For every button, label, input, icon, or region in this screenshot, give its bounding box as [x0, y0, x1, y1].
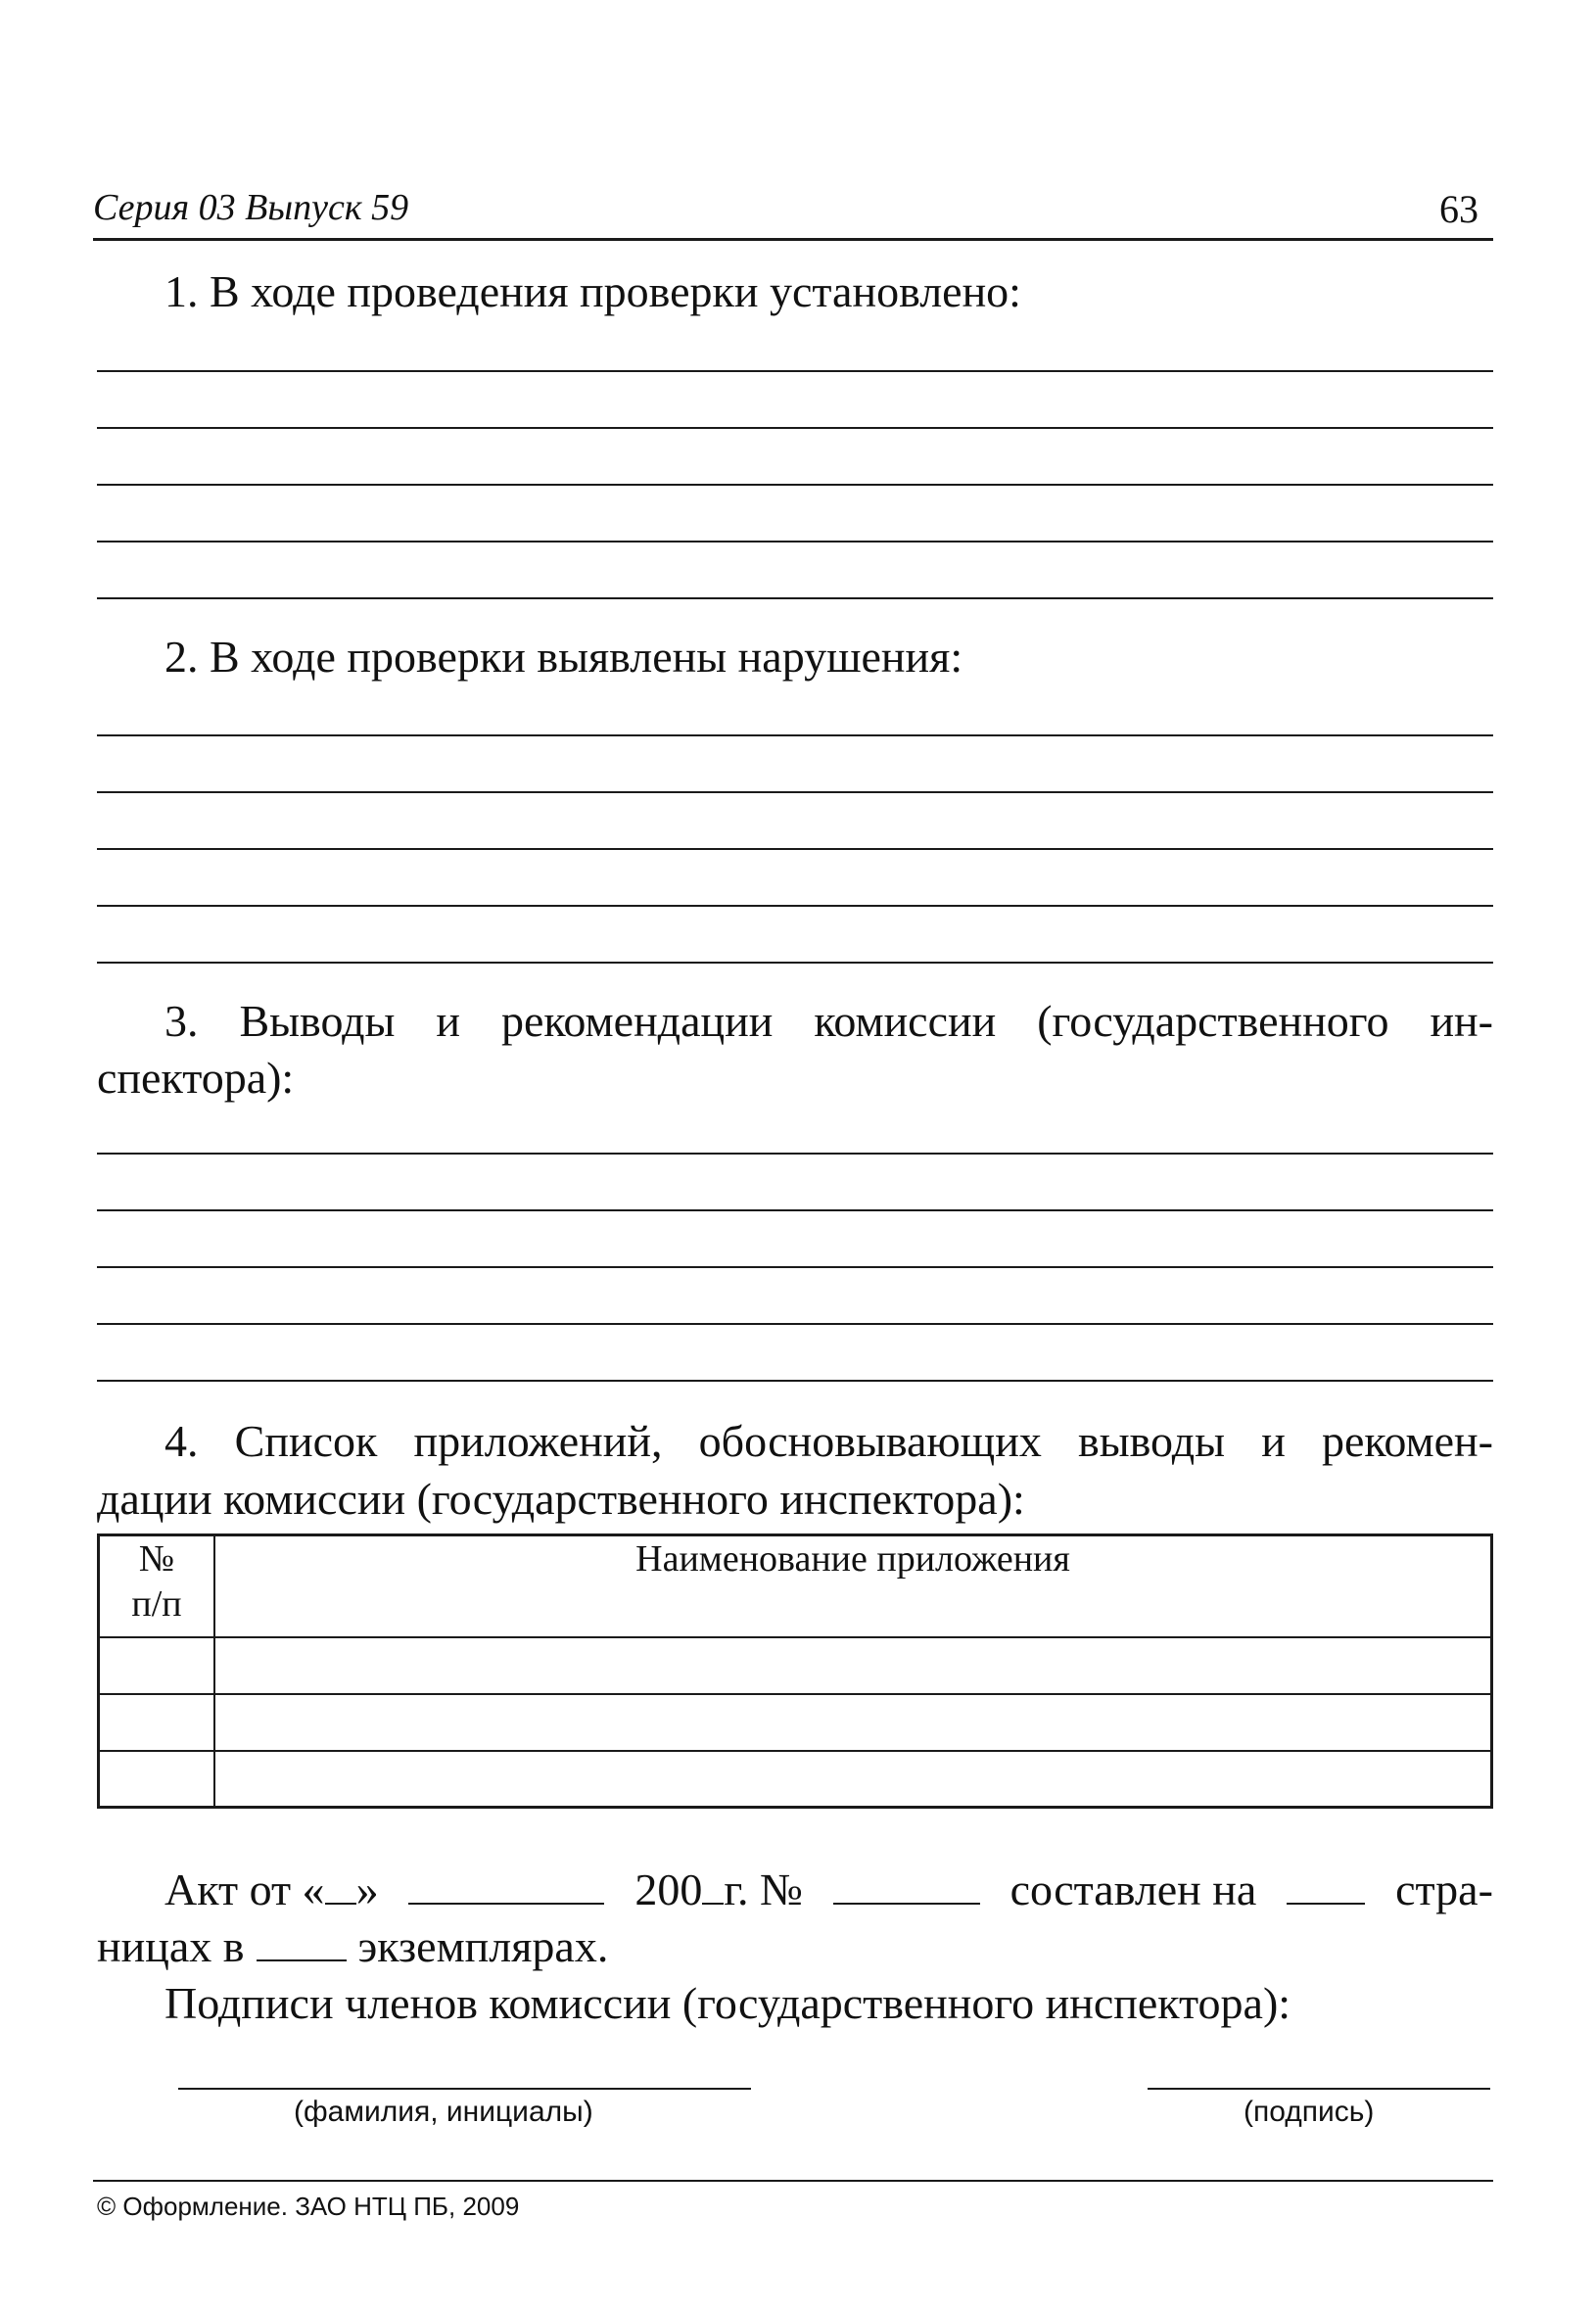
section-1-line[interactable]	[97, 597, 1493, 599]
act-line-2	[97, 1919, 608, 1974]
page-number: 63	[1439, 187, 1479, 231]
section-3-line[interactable]	[97, 1266, 1493, 1268]
act-copies-label: экземплярах.	[357, 1921, 609, 1971]
column-header-number	[99, 1535, 215, 1637]
act-day-field[interactable]	[325, 1864, 356, 1905]
signature-name-line[interactable]	[178, 2088, 751, 2090]
footer-divider	[93, 2180, 1493, 2182]
act-quote-close: »	[355, 1864, 379, 1914]
section-3-line[interactable]	[97, 1380, 1493, 1382]
column-header-number-line2: п/п	[131, 1583, 182, 1625]
signature-sign-label: (подпись)	[1244, 2096, 1375, 2128]
table-header-row	[99, 1535, 1492, 1637]
act-year-prefix: 200	[634, 1864, 703, 1914]
act-number-field[interactable]	[833, 1864, 980, 1905]
column-header-number-line1: №	[138, 1538, 175, 1580]
section-3-line[interactable]	[97, 1323, 1493, 1325]
header-divider	[93, 238, 1493, 241]
signature-name-label: (фамилия, инициалы)	[294, 2096, 593, 2128]
section-2-line[interactable]	[97, 848, 1493, 850]
act-pages-label: стра-	[1395, 1864, 1493, 1914]
section-2-line[interactable]	[97, 791, 1493, 793]
table-cell-number[interactable]	[99, 1637, 215, 1694]
section-4-title-line2: дации комиссии (государственного инспектора):	[97, 1474, 1025, 1524]
act-pages-field[interactable]	[1287, 1864, 1365, 1905]
column-header-name: Наименование приложения	[214, 1535, 1492, 1637]
section-1-line[interactable]	[97, 370, 1493, 372]
section-4-title-line1: 4. Список приложений, обосновывающих выводы и рекомен-	[164, 1416, 1493, 1466]
section-2-title: 2. В ходе проверки выявлены нарушения:	[164, 632, 963, 682]
table-row	[99, 1694, 1492, 1751]
signature-sign-line[interactable]	[1148, 2088, 1490, 2090]
act-line-1	[164, 1863, 1493, 1917]
section-2-line[interactable]	[97, 905, 1493, 907]
table-cell-name[interactable]	[214, 1694, 1492, 1751]
section-3-line[interactable]	[97, 1209, 1493, 1211]
act-month-field[interactable]	[408, 1864, 604, 1905]
section-3-title-line1: 3. Выводы и рекомендации комиссии (государственного ин-	[164, 996, 1493, 1046]
table-row	[99, 1637, 1492, 1694]
section-2-line[interactable]	[97, 962, 1493, 964]
section-1-line[interactable]	[97, 541, 1493, 543]
table-cell-name[interactable]	[214, 1751, 1492, 1808]
header-series: Серия 03 Выпуск 59	[93, 187, 409, 228]
table-row	[99, 1751, 1492, 1808]
section-2-line[interactable]	[97, 734, 1493, 736]
act-composed-label: составлен на	[1009, 1864, 1257, 1914]
section-3-title-line2: спектора):	[97, 1053, 295, 1103]
section-1-line[interactable]	[97, 484, 1493, 486]
act-copies-field[interactable]	[257, 1920, 347, 1961]
act-number-label: г. №	[724, 1864, 803, 1914]
section-3-line[interactable]	[97, 1153, 1493, 1155]
section-1-line[interactable]	[97, 427, 1493, 429]
section-1-title: 1. В ходе проведения проверки установлено:	[164, 266, 1021, 316]
attachments-table	[97, 1533, 1493, 1809]
table-cell-number[interactable]	[99, 1751, 215, 1808]
act-year-field[interactable]	[702, 1864, 724, 1905]
table-cell-number[interactable]	[99, 1694, 215, 1751]
signatures-title: Подписи членов комиссии (государственного инспектора):	[164, 1978, 1291, 2028]
table-cell-name[interactable]	[214, 1637, 1492, 1694]
footer-copyright: © Оформление. ЗАО НТЦ ПБ, 2009	[97, 2192, 520, 2221]
act-pages-suffix: ницах в	[97, 1921, 245, 1971]
act-prefix: Акт от «	[164, 1864, 325, 1914]
